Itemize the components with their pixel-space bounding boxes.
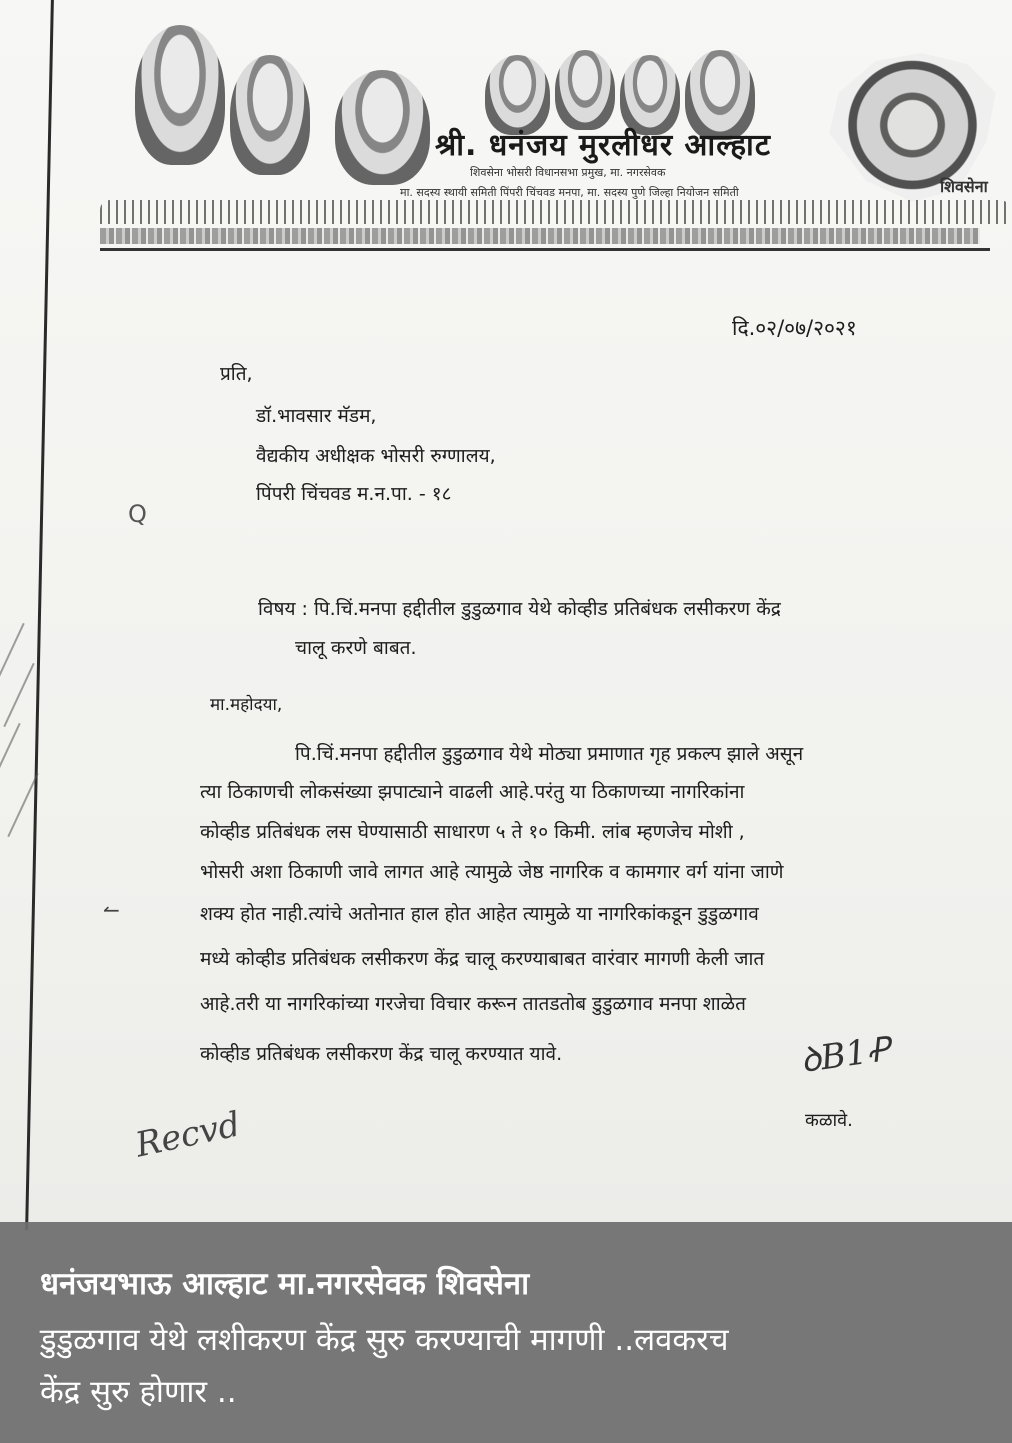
emblem-text: शिवसेना	[940, 177, 988, 196]
arrow-mark-icon: ↼	[103, 898, 120, 922]
body-line: भोसरी अशा ठिकाणी जावे लागत आहे त्यामुळे जेष्ठ नागरिक व कामगार वर्ग यांना जाणे	[200, 861, 784, 883]
body-line: त्या ठिकाणची लोकसंख्या झपाट्याने वाढली आहे.परंतु या ठिकाणच्या नागरिकांना	[200, 781, 745, 803]
received-stamp-handwriting: Recvd	[131, 1104, 244, 1166]
body-line: पि.चिं.मनपा हद्दीतील डुडुळगाव येथे मोठ्या प्रमाणात गृह प्रकल्प झाले असून	[295, 743, 804, 765]
portrait-image	[555, 50, 615, 130]
caption-text: केंद्र सुरु होणार ..	[40, 1374, 237, 1410]
contact-strip	[100, 228, 980, 244]
caption-title: धनंजयभाऊ आल्हाट मा.नगरसेवक शिवसेना	[40, 1266, 530, 1302]
portrait-image	[335, 70, 430, 185]
decorative-border	[100, 200, 1010, 224]
letterhead-name: श्री. धनंजय मुरलीधर आल्हाट	[435, 128, 771, 163]
body-line: मध्ये कोव्हीड प्रतिबंधक लसीकरण केंद्र चालू करण्याबाबत वारंवार मागणी केली जात	[200, 948, 765, 970]
address-line: डॉ.भावसार मॅडम,	[256, 405, 377, 427]
subject-line: चालू करणे बाबत.	[295, 637, 417, 659]
address-line: पिंपरी चिंचवड म.न.पा. - १८	[256, 483, 452, 505]
letterhead-subtitle: मा. सदस्य स्थायी समिती पिंपरी चिंचवड मनपा, मा. सदस्य पुणे जिल्हा नियोजन समिती	[400, 186, 739, 199]
recipient-prefix: प्रति,	[220, 363, 253, 385]
body-line: कोव्हीड प्रतिबंधक लसीकरण केंद्र चालू करण्यात यावे.	[200, 1043, 563, 1065]
stray-mark: Q	[128, 500, 147, 528]
handwritten-signature: ꝺB1Ꝓ	[797, 1028, 893, 1082]
portrait-image	[135, 25, 225, 165]
margin-marks	[0, 600, 40, 900]
caption-text: डुडुळगाव येथे लशीकरण केंद्र सुरु करण्याची मागणी ..लवकरच	[40, 1322, 729, 1358]
address-line: वैद्यकीय अधीक्षक भोसरी रुग्णालय,	[256, 445, 496, 467]
body-line: आहे.तरी या नागरिकांच्या गरजेचा विचार करून तातडतोब डुडुळगाव मनपा शाळेत	[200, 993, 746, 1015]
signature-label: कळावे.	[805, 1110, 853, 1131]
body-line: कोव्हीड प्रतिबंधक लस घेण्यासाठी साधारण ५ ते १० किमी. लांब म्हणजेच मोशी ,	[200, 821, 745, 843]
body-line: शक्य होत नाही.त्यांचे अतोनात हाल होत आहेत त्यामुळे या नागरिकांकडून डुडुळगाव	[200, 903, 759, 925]
subject-line: विषय : पि.चिं.मनपा हद्दीतील डुडुळगाव येथे कोव्हीड प्रतिबंधक लसीकरण केंद्र	[258, 598, 781, 620]
letter-date: दि.०२/०७/२०२१	[732, 316, 857, 340]
portrait-image	[230, 55, 310, 175]
salutation: मा.महोदया,	[210, 695, 283, 715]
divider	[100, 248, 990, 251]
letterhead-subtitle: शिवसेना भोसरी विधानसभा प्रमुख, मा. नगरसेवक	[470, 166, 666, 179]
